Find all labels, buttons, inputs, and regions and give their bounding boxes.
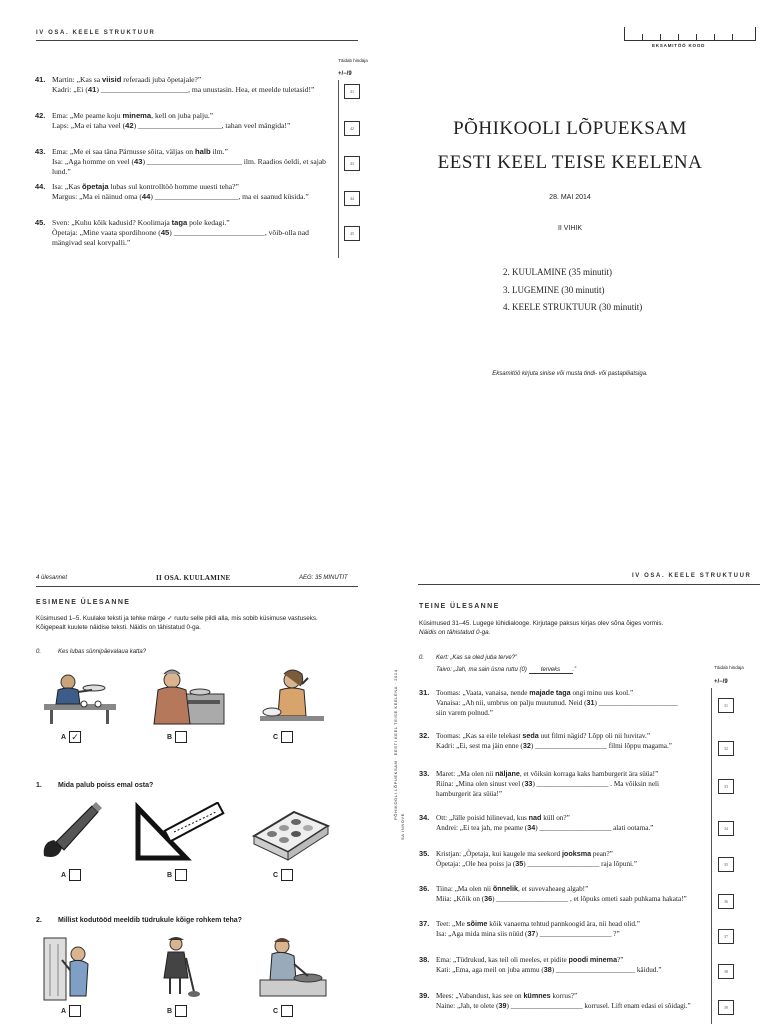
score-box-42[interactable]: 42 bbox=[344, 121, 360, 136]
q1-label-b: B bbox=[167, 872, 173, 879]
item-number: 44. bbox=[35, 182, 46, 191]
item-line-1: Ema: „Me ei saa täna Pärnusse sõita, väljas on halb ilm.” bbox=[52, 147, 228, 156]
exam-section-3: 4. KEELE STRUKTUUR (30 minutit) bbox=[503, 302, 643, 312]
bottom-left-header-rule bbox=[36, 586, 358, 587]
task-title-2: TEINE ÜLESANNE bbox=[419, 603, 500, 610]
item-number: 39. bbox=[419, 991, 430, 1000]
item-line-2: Isa: „Aga mida mina siis nüüd (37) ____________________ ?” bbox=[436, 929, 620, 938]
item-line-2: Õpetaja: „Mine vaata spordihoone (45) ________________________, võib-olla nad bbox=[52, 228, 309, 237]
q0-number: 0. bbox=[36, 649, 42, 655]
score-box-45[interactable]: 45 bbox=[344, 226, 360, 241]
item-number: 43. bbox=[35, 147, 46, 156]
item-line-2: Vanaisa: „Ah nii, umbrus on palju muutunud. Neid (31) ______________________ bbox=[436, 698, 678, 707]
exam-title-1: PÕHIKOOLI LÕPUEKSAM bbox=[453, 118, 687, 139]
score-box-32[interactable]: 32 bbox=[718, 741, 734, 756]
q1-label-a: A bbox=[61, 872, 67, 879]
item-line-1: Sven: „Kuhu kõik kadusid? Koolimaja taga pole kedagi.” bbox=[52, 218, 230, 227]
item-number: 35. bbox=[419, 849, 430, 858]
exam-code-label: EKSAMITÖÖ KOOD bbox=[652, 43, 706, 48]
bottom-right-item-35 bbox=[419, 849, 708, 869]
item-line-2: Margus: „Ma ei näinud oma (44) ______________________, ma ei saanud küsida.” bbox=[52, 192, 309, 201]
score-box-33[interactable]: 33 bbox=[718, 779, 734, 794]
bottom-right-item-39 bbox=[419, 991, 708, 1011]
top-left-header: IV OSA. KEELE STRUKTUUR bbox=[36, 30, 156, 36]
top-left-grader-line bbox=[338, 80, 339, 258]
bottom-right-item-36 bbox=[419, 884, 708, 904]
exam-section-2: 3. LUGEMINE (30 minutit) bbox=[503, 285, 605, 295]
q2-label-c: C bbox=[273, 1008, 279, 1015]
score-box-44[interactable]: 44 bbox=[344, 191, 360, 206]
q1-label-c: C bbox=[273, 872, 279, 879]
q2-checkbox-b[interactable] bbox=[175, 1005, 187, 1017]
score-box-36[interactable]: 36 bbox=[718, 894, 734, 909]
q2-label-b: B bbox=[167, 1008, 173, 1015]
item-number: 34. bbox=[419, 813, 430, 822]
exam-section-1: 2. KUULAMINE (35 minutit) bbox=[503, 267, 612, 277]
item-number: 38. bbox=[419, 955, 430, 964]
top-left-item-41 bbox=[35, 75, 332, 95]
item-line-2: Kati: „Ema, aga meil on juba ammu (38) ______________________ käidud.” bbox=[436, 965, 662, 974]
item-line-1: Mees: „Vabandust, kas see on kümnes korrus?” bbox=[436, 991, 578, 1000]
q1-picture-c bbox=[250, 806, 330, 866]
section-title: II OSA. KUULAMINE bbox=[156, 574, 231, 582]
bottom-right-item-31 bbox=[419, 688, 708, 718]
item-line-2: Õpetaja: „Ole hea poiss ja (35) ____________________ raja lõpuni.” bbox=[436, 859, 638, 868]
top-left-score-label: +/−/9 bbox=[338, 71, 352, 77]
q0-checkbox-a[interactable]: ✓ bbox=[69, 731, 81, 743]
task-title-1: ESIMENE ÜLESANNE bbox=[36, 599, 131, 606]
q0-picture-a bbox=[36, 664, 124, 726]
item-number: 37. bbox=[419, 919, 430, 928]
item-line-1: Teet: „Me sõime kõik vanaema tehtud pannkoogid ära, nii head olid.” bbox=[436, 919, 640, 928]
score-box-43[interactable]: 43 bbox=[344, 156, 360, 171]
score-box-31[interactable]: 31 bbox=[718, 698, 734, 713]
q1-checkbox-a[interactable] bbox=[69, 869, 81, 881]
exam-code-field[interactable] bbox=[624, 27, 756, 41]
item-number: 45. bbox=[35, 218, 46, 227]
item-line-2: Naine: „Jah, te olete (39) ____________________ korrusel. Lift enam edasi ei sõidagi.” bbox=[436, 1001, 691, 1010]
q2-picture-b bbox=[158, 934, 202, 1000]
q1-checkbox-b[interactable] bbox=[175, 869, 187, 881]
top-left-item-42 bbox=[35, 111, 332, 131]
q1-number: 1. bbox=[36, 782, 42, 789]
item-line-1: Ott: „Jälle poisid hilinevad, kus nad küll on?” bbox=[436, 813, 570, 822]
example-answer: terveks bbox=[529, 667, 573, 674]
item-line-1: Isa: „Kas õpetaja lubas sul kontrolltöö homme uuesti teha?” bbox=[52, 182, 239, 191]
q2-number: 2. bbox=[36, 917, 42, 924]
top-left-header-rule bbox=[36, 40, 358, 41]
q2-checkbox-c[interactable] bbox=[281, 1005, 293, 1017]
exam-date: 28. MAI 2014 bbox=[549, 194, 591, 201]
item-line-2: Kadri: „Ei (41) _______________________, ma unustasin. Hea, et meelde tuletasid!” bbox=[52, 85, 315, 94]
q0-checkbox-b[interactable] bbox=[175, 731, 187, 743]
bottom-right-item-32 bbox=[419, 731, 708, 751]
item-number: 32. bbox=[419, 731, 430, 740]
spine-text-1: PÕHIKOOLI LÕPUEKSAM · EESTI KEEL TEISE KEELENA · 2014 bbox=[393, 669, 398, 820]
item-line-1: Toomas: „Vaata, vanaisa, nende majade taga ongi minu uus kool.” bbox=[436, 688, 634, 697]
item-line-2: Andrei: „Ei tea jah, me peame (34) ____________________ alati ootama.” bbox=[436, 823, 654, 832]
example-number: 0. bbox=[419, 655, 425, 661]
item-line-2: Miia: „Kõik on (36) ____________________ , et lõpuks ometi saab puhkama hakata!” bbox=[436, 894, 687, 903]
bottom-right-item-37 bbox=[419, 919, 708, 939]
item-line-1: Ema: „Tüdrukud, kas teil oli meeles, et pidite poodi minema?” bbox=[436, 955, 624, 964]
score-box-39[interactable]: 39 bbox=[718, 1000, 734, 1015]
q0-picture-b bbox=[140, 664, 232, 726]
spine-text-2: SA INNOVE bbox=[400, 813, 405, 840]
item-number: 41. bbox=[35, 75, 46, 84]
item-line-1: Toomas: „Kas sa eile telekast seda uut filmi nägid? Lõpp oli nii huvitav.” bbox=[436, 731, 651, 740]
q0-picture-c bbox=[250, 664, 330, 726]
section-time: AEG: 35 MINUTIT bbox=[299, 575, 348, 581]
q2-picture-a bbox=[40, 936, 100, 1002]
item-line-3: hamburgerit ära süüa!” bbox=[436, 790, 503, 798]
q2-label-a: A bbox=[61, 1008, 67, 1015]
exam-booklet: II VIHIK bbox=[557, 225, 583, 232]
item-line-1: Maret: „Ma olen nii näljane, et võiksin korraga kaks hamburgerit ära süüa!” bbox=[436, 769, 659, 778]
item-number: 36. bbox=[419, 884, 430, 893]
bottom-right-score-label: +/−/9 bbox=[714, 679, 728, 685]
exam-title-2: EESTI KEEL TEISE KEELENA bbox=[437, 152, 703, 173]
item-line-1: Kristjan: „Õpetaja, kui kaugele ma seekord jooksma pean?” bbox=[436, 849, 613, 858]
item-line-3: siin varem polnud.” bbox=[436, 709, 493, 717]
q1-picture-b bbox=[134, 802, 226, 862]
score-box-34[interactable]: 34 bbox=[718, 821, 734, 836]
bottom-right-header-rule bbox=[418, 584, 760, 585]
q0-label-a: A bbox=[61, 734, 67, 741]
exam-note: Eksamitöö kirjuta sinise või musta tindi- või pastapliiatsiga. bbox=[492, 371, 648, 377]
item-line-2: Isa: „Aga homme on veel (43) _________________________ ilm. Raadios öeldi, et sajab lund.” bbox=[52, 157, 326, 176]
top-left-item-45 bbox=[35, 218, 332, 248]
score-box-41[interactable]: 41 bbox=[344, 84, 360, 99]
bottom-right-item-38 bbox=[419, 955, 708, 975]
item-number: 33. bbox=[419, 769, 430, 778]
q2-picture-c bbox=[252, 934, 332, 1000]
q1-checkbox-c[interactable] bbox=[281, 869, 293, 881]
q0-label-c: C bbox=[273, 734, 279, 741]
q1-picture-a bbox=[36, 802, 106, 862]
q0-checkbox-c[interactable] bbox=[281, 731, 293, 743]
item-line-1: Ema: „Me peame koju minema, kell on juba palju.” bbox=[52, 111, 214, 120]
item-line-2: Kadri: „Ei, sest ma jäin enne (32) ____________________ filmi lõppu magama.” bbox=[436, 741, 672, 750]
example-line-1: Kert: „Kas sa oled juba terve?” bbox=[436, 655, 518, 661]
score-box-38[interactable]: 38 bbox=[718, 964, 734, 979]
bottom-right-grader-label: Täidab hindaja bbox=[714, 665, 744, 670]
item-line-2: Laps: „Ma ei taha veel (42) ______________________, tahan veel mängida!” bbox=[52, 121, 291, 130]
top-left-item-44 bbox=[35, 182, 332, 202]
q2-checkbox-a[interactable] bbox=[69, 1005, 81, 1017]
q2-text: Millist kodutööd meeldib tüdrukule kõige rohkem teha? bbox=[58, 917, 242, 924]
item-number: 42. bbox=[35, 111, 46, 120]
task-2-instructions: Küsimused 31–45. Lugege lühidialooge. Kirjutage paksus kirjas olev sõna õiges vormis. Näidis on tähistatud 0-ga. bbox=[419, 620, 664, 636]
score-box-35[interactable]: 35 bbox=[718, 857, 734, 872]
item-line-1: Tiina: „Ma olen nii õnnelik, et suvevaheaeg algab!” bbox=[436, 884, 589, 893]
page-label: 4 ülesannet bbox=[36, 575, 68, 581]
item-line-2: Riina: „Mina olen sinust veel (33) ____________________ . Ma võiksin neli bbox=[436, 779, 660, 788]
item-line-1: Martin: „Kas sa viisid referaadi juba õpetajale?” bbox=[52, 75, 202, 84]
item-line-3: mängivad seal korvpalli.” bbox=[52, 238, 131, 247]
top-left-item-43 bbox=[35, 147, 332, 177]
bottom-right-item-34 bbox=[419, 813, 708, 833]
score-box-37[interactable]: 37 bbox=[718, 929, 734, 944]
q0-text: Kes lubas sünnipäevalaua katta? bbox=[58, 649, 147, 655]
item-number: 31. bbox=[419, 688, 430, 697]
q0-label-b: B bbox=[167, 734, 173, 741]
bottom-right-header: IV OSA. KEELE STRUKTUUR bbox=[632, 573, 752, 579]
bottom-right-grader-line bbox=[711, 688, 712, 1024]
task-1-instructions: Küsimused 1–5. Kuulake teksti ja tehke märge ✓ ruutu selle pildi alla, mis sobib küsimuse vastuseks. Kõigepealt kuulete näidise teksti. Näidis on tähistatud 0-ga. bbox=[36, 615, 318, 631]
top-left-grader-label: Täidab hindaja bbox=[338, 58, 368, 63]
example-line-2: Taivo: „Jah, ma sain üsna ruttu (0) terveks .” bbox=[436, 667, 577, 673]
q1-text: Mida palub poiss emal osta? bbox=[58, 782, 154, 789]
bottom-right-item-33 bbox=[419, 769, 708, 799]
